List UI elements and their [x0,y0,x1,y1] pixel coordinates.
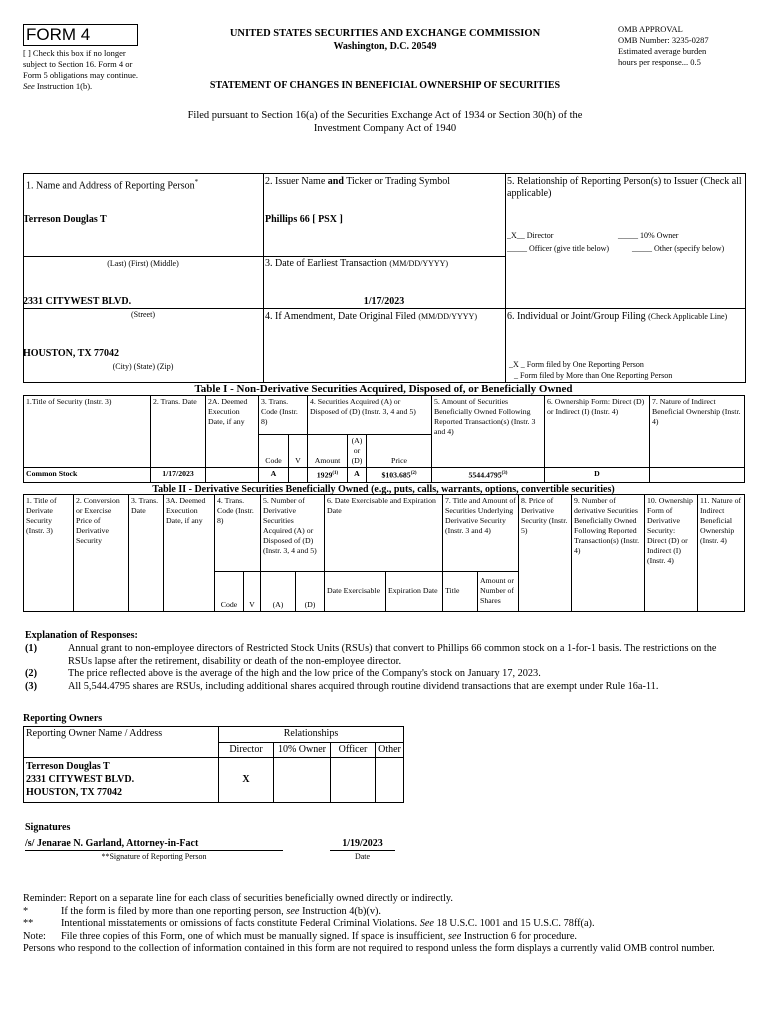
earliest-transaction-date: 1/17/2023 [363,296,405,307]
footer-notes: Reminder: Report on a separate line for each class of securities beneficially owned directly or indirectly. * If the form is filed by more than one reporting person, see Instruction 4(b)(v). ** Intentional misstatements or omissions of facts constitute Federal Criminal Violations. See 18 U.S.C. 1001 and 15 U.S.C. 78ff(a). Note: File three copies of this Form, one of which must be manually signed. If space is insufficient, see Instruction 6 for procedure. Persons who respond to the collection of information contained in this form are not required to respond unless the form displays a currently valid OMB control number. [23,893,715,954]
explanation-item-2: (2) The price reflected above is the average of the high and the low price of the Company's stock on January 17, 2023. [25,668,541,679]
explanation-list [25,643,725,693]
check-box-note: [ ] Check this box if no longer subject to Section 16. Form 4 or Form 5 obligations may continue. See Instruction 1(b). [23,48,138,91]
table1 [23,395,745,483]
relationship-10pct: _____ 10% Owner [618,231,679,240]
signature-date: 1/19/2023 [330,838,395,851]
reporting-box-frame [23,173,746,383]
owner-row: Terreson Douglas T 2331 CITYWEST BLVD. HOUSTON, TX 77042 X [24,758,404,803]
box4-label: 4. If Amendment, Date Original Filed (MM/DD/YYYY) [265,311,477,322]
box5-label: 5. Relationship of Reporting Person(s) to Issuer (Check all applicable) [507,176,742,199]
table2-title: Table II - Derivative Securities Beneficially Owned (e.g., puts, calls, warrants, options, convertible securities) [152,484,615,495]
signatures-heading: Signatures [25,822,71,833]
table2 [23,494,745,612]
signature-caption: **Signature of Reporting Person [101,852,207,861]
city-caption: (City) (State) (Zip) [112,362,174,371]
box6-label: 6. Individual or Joint/Group Filing (Check Applicable Line) [507,311,728,322]
statement-title: STATEMENT OF CHANGES IN BENEFICIAL OWNERSHIP OF SECURITIES [209,80,561,91]
table1-subheader: Code V Amount (A) or (D) Price [24,435,745,468]
table1-header: 1.Title of Security (Instr. 3) 2. Trans. Date 2A. Deemed Execution Date, if any 3. Trans. Code (Instr. 8) 4. Securities Acquired (A) or Disposed of (D) (Instr. 3, 4 and 5) 5. Amount of Securities Beneficially Owned Following Reported Transaction(s) (Instr. 3 and 4) 6. Ownership Form: Direct (D) or Indirect (I) (Instr. 4) 7. Nature of Indirect Beneficial Ownership (Instr. 4) [24,396,745,435]
table2-header: 1. Title of Derivate Security (Instr. 3) 2. Conversion or Exercise Price of Derivative Security 3. Trans. Date 3A. Deemed Execution Date, if any 4. Trans. Code (Instr. 8) 5. Number of Derivative Securities Acquired (A) or Disposed of (D) (Instr. 3, 4 and 5) 6. Date Exercisable and Expiration Date 7. Title and Amount of Securities Underlying Derivative Security (Instr. 3 and 4) 8. Price of Derivative Security (Instr. 5) 9. Number of derivative Securities Beneficially Owned Following Reported Transaction(s) (Instr. 4) 10. Ownership Form of Derivative Security: Direct (D) or Indirect (I) (Instr. 4) 11. Nature of Indirect Beneficial Ownership (Instr. 4) [24,495,745,572]
box3-label: 3. Date of Earliest Transaction (MM/DD/YYYY) [265,258,449,269]
agency-city: Washington, D.C. 20549 [333,41,437,52]
name-caption: (Last) (First) (Middle) [107,259,179,268]
filed-pursuant: Filed pursuant to Section 16(a) of the Securities Exchange Act of 1934 or Section 30(h) of the Investment Company Act of 1940 [187,110,583,134]
omb-approval: OMB APPROVAL OMB Number: 3235-0287 Estimated average burden hours per response... 0.5 [618,24,709,67]
explanation-item-3: (3) All 5,544.4795 shares are RSUs, including additional shares acquired through routine dividend transactions that are exempt under Rule 16a-11. [25,680,659,692]
street-value: 2331 CITYWEST BLVD. [23,296,132,307]
explanation-item-1: (1) Annual grant to non-employee directors of Restricted Stock Units (RSUs) that convert to Phillips 66 common stock on a 1-for-1 basis. The restrictions on the RSUs lapse after the retirement, disability or death of the non-employee director. [25,643,717,667]
price-cell: $103.685$^{(2)}$ [367,468,432,483]
relationship-other: _____ Other (specify below) [632,244,725,253]
explanation-heading: Explanation of Responses: [25,630,138,641]
owners-heading: Reporting Owners [23,713,103,724]
relationship-director: _X__ Director [507,231,554,240]
date-caption: Date [354,852,371,861]
relationship-officer: _____ Officer (give title below) [507,244,610,253]
form-title: FORM 4 [26,25,91,44]
city-value: HOUSTON, TX 77042 [23,348,120,359]
filing-more-persons: _ Form filed by More than One Reporting Person [514,371,673,380]
reporting-person-name: Terreson Douglas T [23,214,107,225]
amount-cell: 1929$^{(1)}$ [308,468,348,483]
table2-subheader: Code V (A) (D) Date Exercisable Expiration Date Title Amount or Number of Shares [24,571,745,611]
street-caption: (Street) [131,310,155,319]
filing-one-person: _X _ Form filed by One Reporting Person [509,360,644,369]
box1-label: 1. Name and Address of Reporting Person* [26,178,199,192]
box2-label: 2. Issuer Name and Ticker or Trading Symbol [265,176,451,187]
table1-row: Common Stock 1/17/2023 A 1929$^{(1)}$ A $103.685$^{(2)}$ 5544.4795$^{(3)}$ D [24,468,745,483]
table1-title: Table I - Non-Derivative Securities Acquired, Disposed of, or Beneficially Owned [194,383,573,395]
owned-cell: 5544.4795$^{(3)}$ [432,468,545,483]
issuer-name: Phillips 66 [ PSX ] [265,214,343,225]
owners-table: Reporting Owner Name / Address Relationships Director 10% Owner Officer Other Terreson Douglas T 2331 CITYWEST BLVD. HOUSTON, TX 77042 X [23,726,404,803]
signer-name: /s/ Jenarae N. Garland, Attorney-in-Fact [25,838,283,851]
agency-name: UNITED STATES SECURITIES AND EXCHANGE COMMISSION [229,28,541,39]
form-title-box [23,24,138,46]
